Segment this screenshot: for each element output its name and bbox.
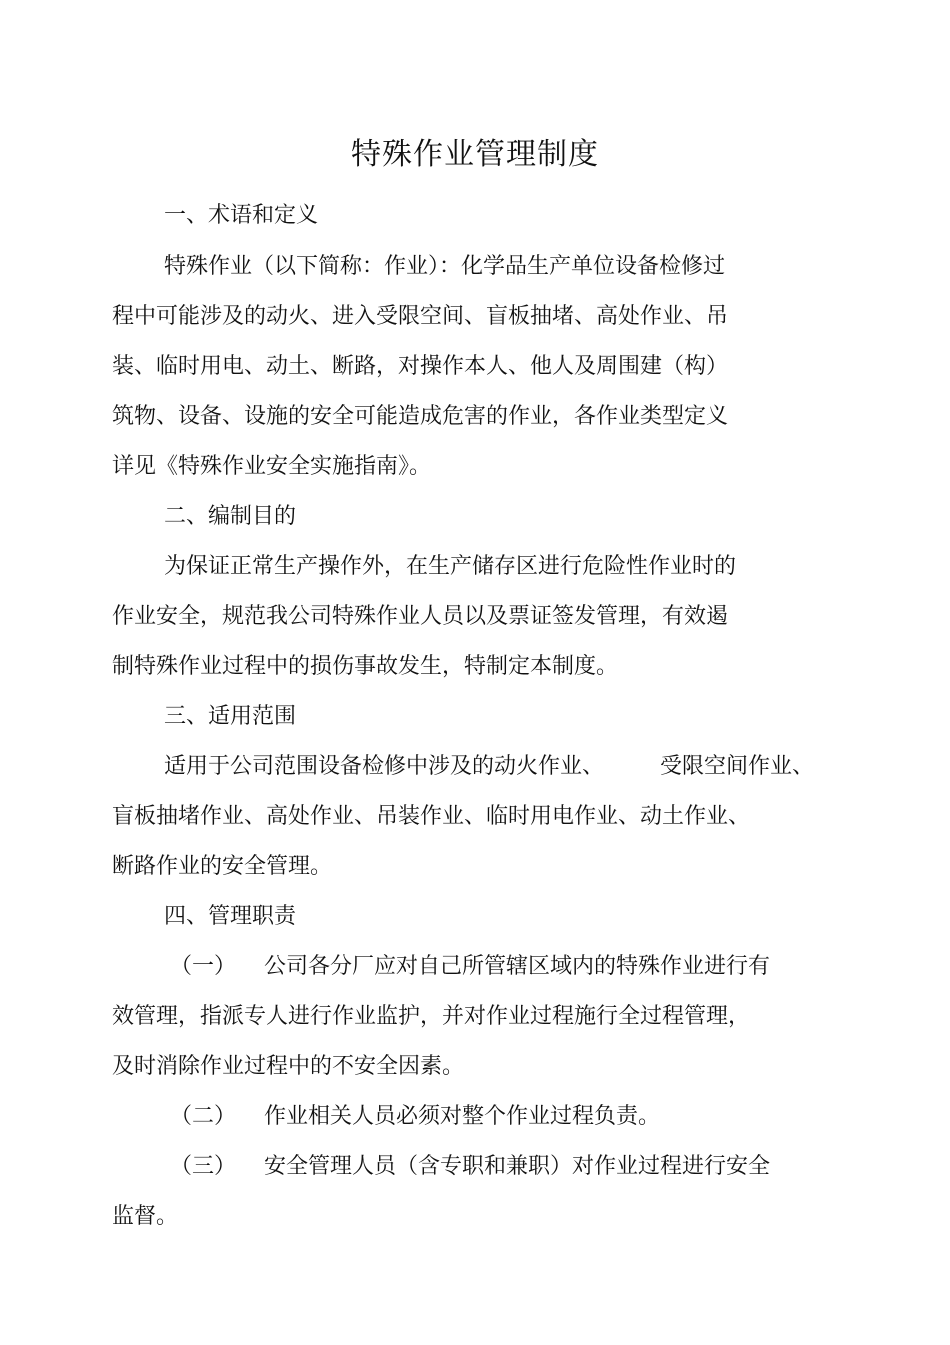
item-text: 安全管理人员（含专职和兼职）对作业过程进行安全	[264, 1154, 771, 1179]
item-number: （二）	[170, 1104, 237, 1129]
section-heading-purpose: 二、编制目的	[164, 504, 297, 529]
item-number: （三）	[170, 1154, 237, 1179]
item-text: 公司各分厂应对自己所管辖区域内的特殊作业进行有	[264, 954, 771, 979]
paragraph-line: 及时消除作业过程中的不安全因素。	[112, 1054, 465, 1079]
paragraph-line: 特殊作业（以下简称：作业）：化学品生产单位设备检修过	[164, 254, 726, 279]
page-title: 特殊作业管理制度	[351, 137, 599, 172]
paragraph-line: 作业安全，规范我公司特殊作业人员以及票证签发管理，有效遏	[112, 604, 729, 629]
paragraph-text: 受限空间作业、	[660, 754, 815, 779]
paragraph-line: 为保证正常生产操作外，在生产储存区进行危险性作业时的	[164, 554, 737, 579]
paragraph-line: 监督。	[112, 1204, 179, 1229]
paragraph-text: 适用于公司范围设备检修中涉及的动火作业、	[164, 754, 605, 779]
item-number: （一）	[170, 954, 237, 979]
list-item	[170, 1152, 770, 1182]
list-item	[170, 952, 770, 982]
paragraph-line: 程中可能涉及的动火、进入受限空间、盲板抽堵、高处作业、吊	[112, 304, 729, 329]
paragraph-line: 盲板抽堵作业、高处作业、吊装作业、临时用电作业、动土作业、	[112, 804, 751, 829]
section-heading-terms: 一、术语和定义	[164, 203, 319, 228]
section-heading-responsibilities: 四、管理职责	[164, 904, 297, 929]
list-item	[170, 1102, 660, 1132]
paragraph-line: 效管理，指派专人进行作业监护，并对作业过程施行全过程管理，	[112, 1004, 751, 1029]
section-heading-scope: 三、适用范围	[164, 704, 297, 729]
item-text: 作业相关人员必须对整个作业过程负责。	[264, 1104, 661, 1129]
paragraph-line: 筑物、设备、设施的安全可能造成危害的作业，各作业类型定义	[112, 404, 729, 429]
paragraph-line: 详见《特殊作业安全实施指南》。	[112, 454, 432, 479]
paragraph-line: 装、临时用电、动土、断路，对操作本人、他人及周围建（构）	[112, 354, 729, 379]
paragraph-line	[164, 752, 814, 782]
paragraph-line: 制特殊作业过程中的损伤事故发生，特制定本制度。	[112, 654, 619, 679]
paragraph-line: 断路作业的安全管理。	[112, 854, 333, 879]
